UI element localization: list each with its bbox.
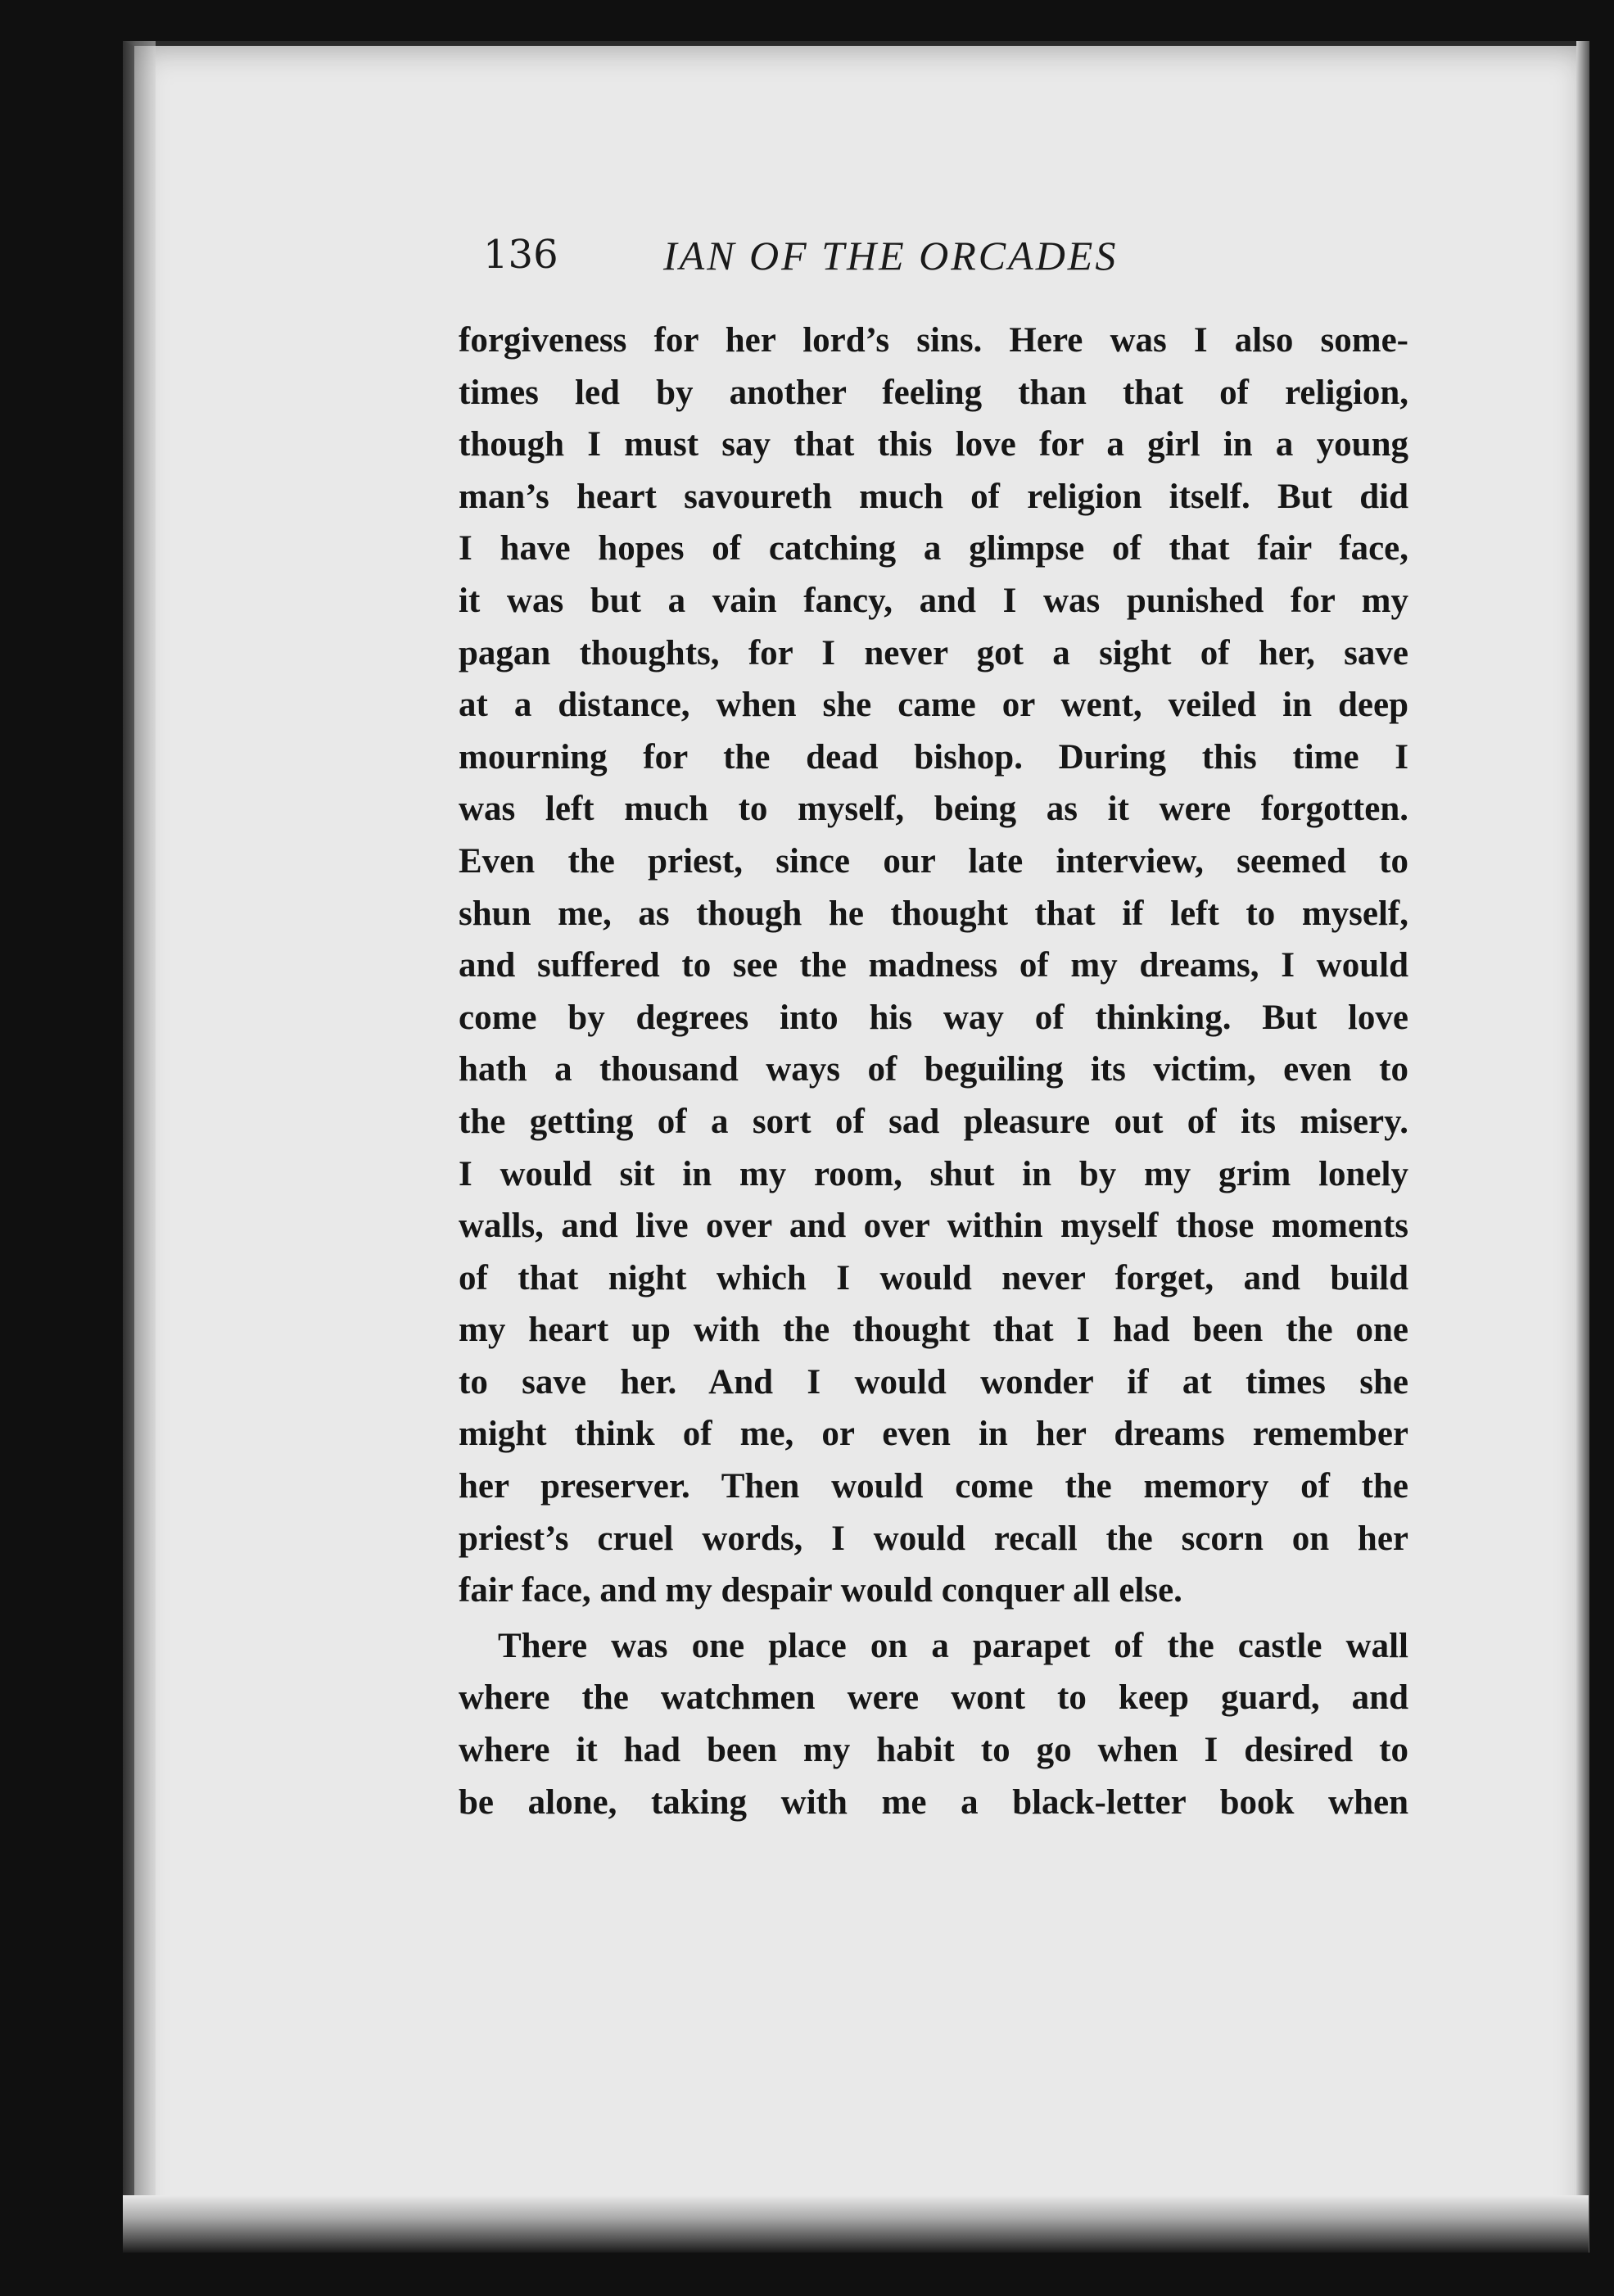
text-line: walls, and live over and over within myself those moments xyxy=(459,1207,1408,1246)
text-line: hath a thousand ways of beguiling its victim, even to xyxy=(459,1050,1408,1089)
text-line: man’s heart savoureth much of religion itself. But did xyxy=(459,477,1408,516)
text-line: was left much to myself, being as it were forgotten. xyxy=(459,790,1408,829)
paragraph xyxy=(459,1620,1408,1828)
text-line: forgiveness for her lord’s sins. Here was I also some- xyxy=(459,321,1408,360)
text-line: There was one place on a parapet of the castle wall xyxy=(498,1626,1408,1665)
text-line: I have hopes of catching a glimpse of that fair face, xyxy=(459,529,1408,568)
text-line: might think of me, or even in her dreams remember xyxy=(459,1415,1408,1454)
text-line: Even the priest, since our late interview, seemed to xyxy=(459,841,1408,881)
text-line: where it had been my habit to go when I desired to xyxy=(459,1731,1408,1770)
text-line: fair face, and my despair would conquer all else. xyxy=(459,1571,1182,1610)
text-line: it was but a vain fancy, and I was punished for my xyxy=(459,581,1408,620)
text-line: her preserver. Then would come the memory of the xyxy=(459,1467,1408,1506)
running-title: IAN OF THE ORCADES xyxy=(663,233,1119,279)
text-line: at a distance, when she came or went, veiled in deep xyxy=(459,686,1408,725)
text-line: the getting of a sort of sad pleasure out of its misery. xyxy=(459,1102,1408,1141)
text-line: though I must say that this love for a girl in a young xyxy=(459,425,1408,464)
page-binding-shadow xyxy=(123,41,156,2253)
text-line: times led by another feeling than that of religion, xyxy=(459,373,1408,412)
text-line: shun me, as though he thought that if left to myself, xyxy=(459,894,1408,933)
text-line: mourning for the dead bishop. During this time I xyxy=(459,737,1408,777)
page-body xyxy=(459,315,1408,1828)
paragraph xyxy=(459,315,1408,1617)
text-line: of that night which I would never forget, and build xyxy=(459,1258,1408,1297)
text-line: priest’s cruel words, I would recall the scorn on her xyxy=(459,1519,1408,1558)
text-line: I would sit in my room, shut in by my grim lonely xyxy=(459,1154,1408,1193)
text-line: be alone, taking with me a black-letter book when xyxy=(459,1782,1408,1822)
running-header xyxy=(483,232,1466,289)
page-right-edge xyxy=(1576,41,1589,2253)
text-line: to save her. And I would wonder if at times she xyxy=(459,1362,1408,1402)
page-number: 136 xyxy=(483,232,558,278)
text-line: and suffered to see the madness of my dreams, I would xyxy=(459,946,1408,985)
text-line: pagan thoughts, for I never got a sight of her, save xyxy=(459,633,1408,672)
text-line: my heart up with the thought that I had been the one xyxy=(459,1311,1408,1350)
page-bottom-edge xyxy=(123,2195,1589,2253)
text-line: where the watchmen were wont to keep guard, and xyxy=(459,1678,1408,1718)
text-line: come by degrees into his way of thinking. But love xyxy=(459,998,1408,1037)
